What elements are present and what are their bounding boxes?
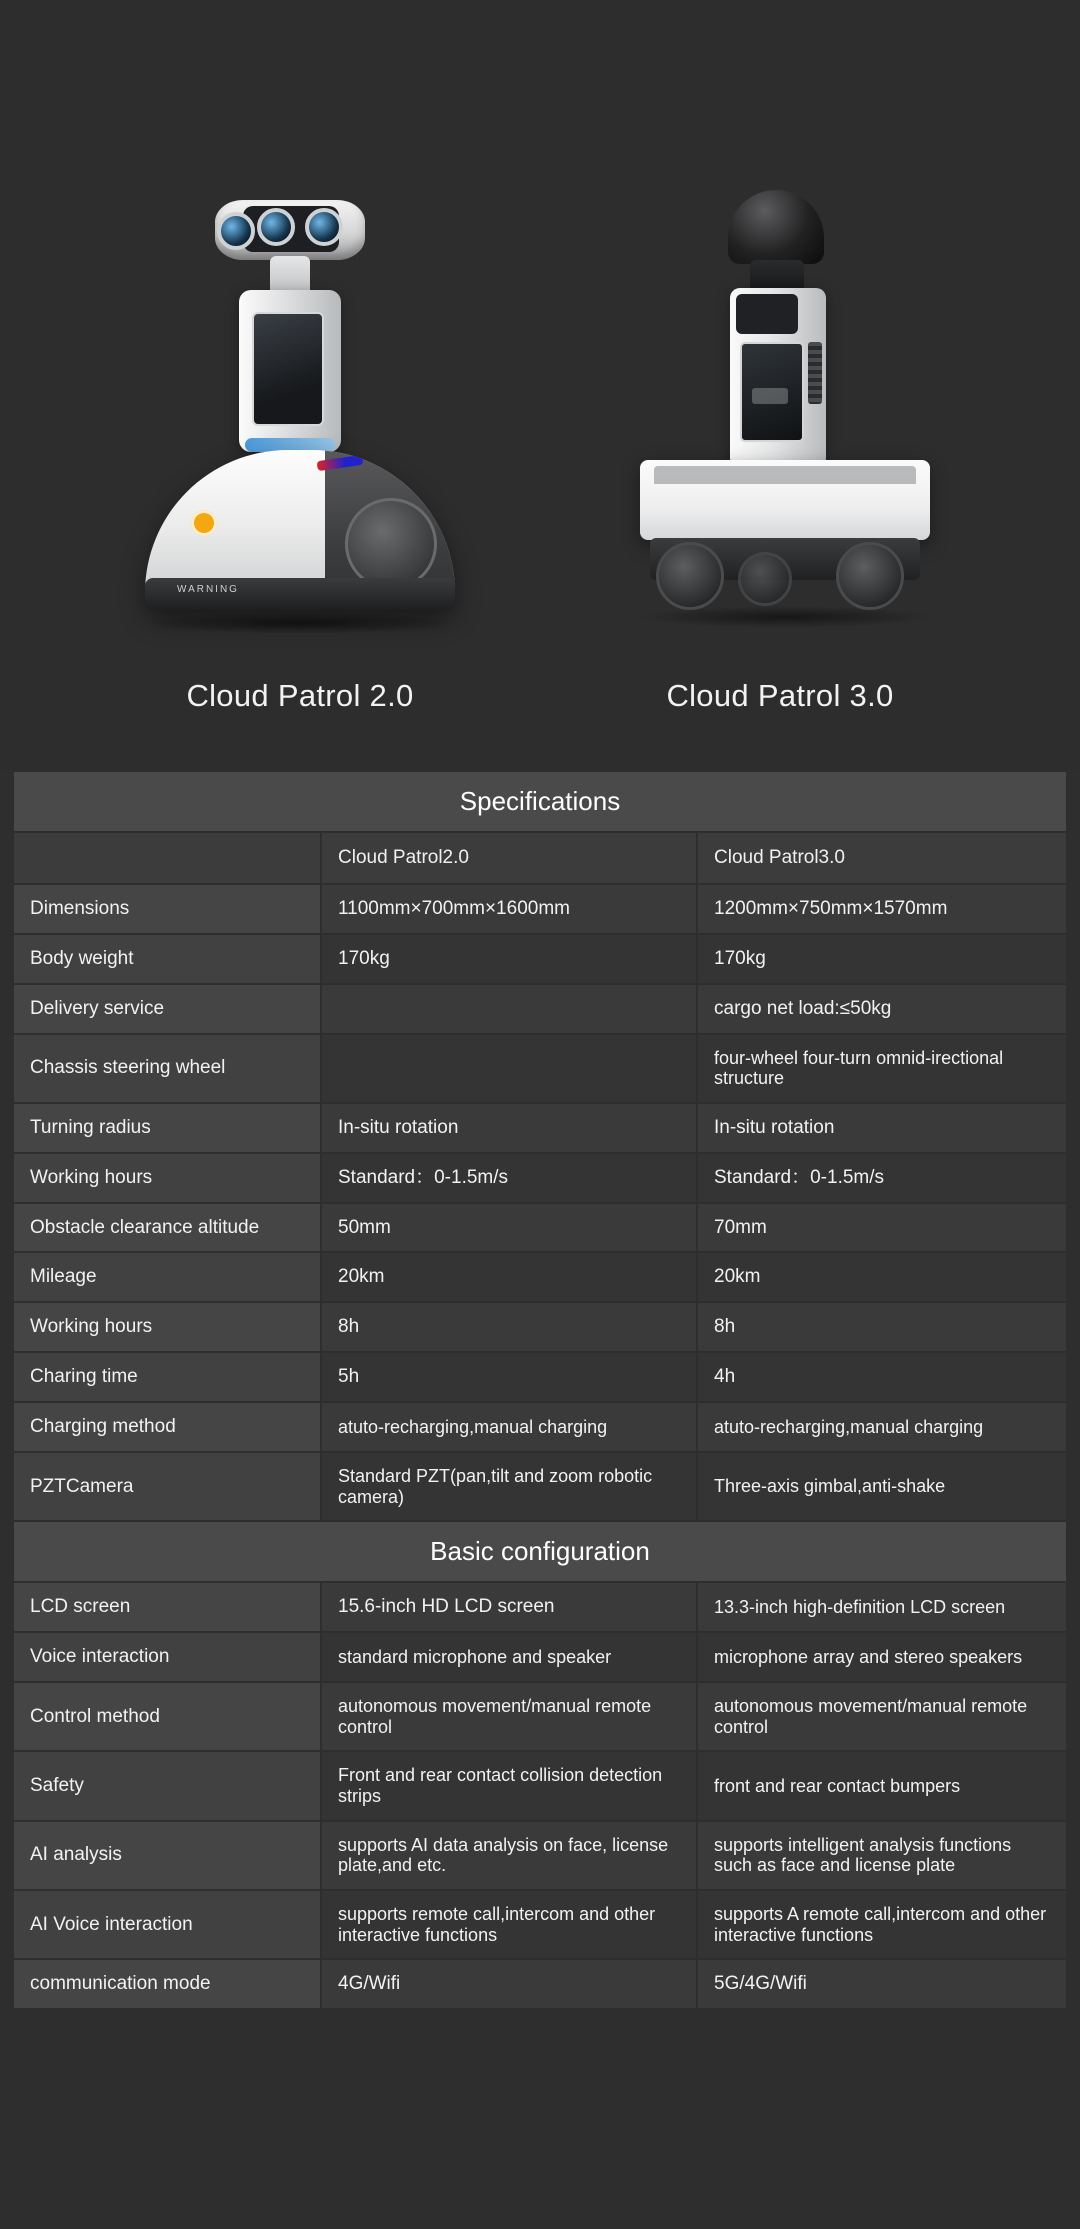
row-value-3: 1200mm×750mm×1570mm [696,885,1066,933]
row-value-3: Three-axis gimbal,anti-shake [696,1453,1066,1520]
row-value-2: supports remote call,intercom and other interactive functions [320,1891,696,1958]
row-value-2 [320,985,696,1033]
table-row [14,1453,1066,1520]
row-label: Working hours [14,1154,320,1202]
row-value-2: 8h [320,1303,696,1351]
row-value-3: 13.3-inch high-definition LCD screen [696,1583,1066,1631]
robot-3-shadow [636,606,936,628]
table-row [14,1633,1066,1681]
row-value-3: atuto-recharging,manual charging [696,1403,1066,1451]
row-label: Dimensions [14,885,320,933]
robot-2-lcd-screen [252,312,324,426]
table-row [14,1960,1066,2008]
row-value-3: supports A remote call,intercom and other interactive functions [696,1891,1066,1958]
row-value-3: In-situ rotation [696,1104,1066,1152]
product-captions-row [0,678,1080,714]
table-row [14,1303,1066,1351]
row-value-2: 50mm [320,1204,696,1252]
column-header-cloud-patrol-2: Cloud Patrol2.0 [320,833,696,883]
row-value-2: 5h [320,1353,696,1401]
product-caption-cloud-patrol-3: Cloud Patrol 3.0 [666,678,894,713]
row-value-3: Standard：0-1.5m/s [696,1154,1066,1202]
row-label: Control method [14,1683,320,1750]
section-title: Specifications [14,772,1066,831]
row-value-2: 20km [320,1253,696,1301]
section-header-specifications [14,772,1066,831]
row-value-2 [320,1035,696,1102]
hero-section [0,0,1080,770]
row-label: Body weight [14,935,320,983]
product-caption-cloud-patrol-2: Cloud Patrol 2.0 [186,678,414,713]
row-value-3: autonomous movement/manual remote control [696,1683,1066,1750]
section-title: Basic configuration [14,1522,1066,1581]
row-value-3: four-wheel four-turn omnid-irectional structure [696,1035,1066,1102]
robot-2-shadow [141,612,459,634]
row-value-3: 70mm [696,1204,1066,1252]
table-row [14,1583,1066,1631]
table-row [14,1253,1066,1301]
row-value-3: 170kg [696,935,1066,983]
table-row [14,935,1066,983]
row-value-2: Standard：0-1.5m/s [320,1154,696,1202]
section-header-basic-configuration [14,1522,1066,1581]
row-value-3: supports intelligent analysis functions such as face and license plate [696,1822,1066,1889]
row-label: LCD screen [14,1583,320,1631]
table-row [14,1403,1066,1451]
product-image-cloud-patrol-2 [60,60,540,660]
row-value-2: 15.6-inch HD LCD screen [320,1583,696,1631]
table-row [14,985,1066,1033]
robot-3-screen-logo [752,388,788,404]
row-label: AI analysis [14,1822,320,1889]
product-image-cloud-patrol-3 [540,60,1020,660]
robot-3-speaker-vent [808,342,822,404]
column-header-blank [14,833,320,883]
table-row [14,1752,1066,1819]
robot-3-wheel [738,552,792,606]
robot-3-wheel [836,542,904,610]
row-label: Charing time [14,1353,320,1401]
row-label: PZTCamera [14,1453,320,1520]
table-header-row [14,833,1066,883]
robot-3-wheel [656,542,724,610]
row-value-2: In-situ rotation [320,1104,696,1152]
column-header-cloud-patrol-3: Cloud Patrol3.0 [696,833,1066,883]
row-value-2: supports AI data analysis on face, license plate,and etc. [320,1822,696,1889]
row-value-3: microphone array and stereo speakers [696,1633,1066,1681]
table-row [14,1891,1066,1958]
row-value-2: autonomous movement/manual remote control [320,1683,696,1750]
table-row [14,1353,1066,1401]
table-row [14,1104,1066,1152]
row-value-3: front and rear contact bumpers [696,1752,1066,1819]
camera-lens-icon [217,212,255,250]
robot-2-bumper-text: WARNING [177,584,239,595]
row-label: Voice interaction [14,1633,320,1681]
row-value-2: 4G/Wifi [320,1960,696,2008]
robot-2-wheel [345,498,437,590]
table-row [14,1683,1066,1750]
row-label: Working hours [14,1303,320,1351]
specifications-table [14,770,1066,2010]
row-label: Charging method [14,1403,320,1451]
row-label: Turning radius [14,1104,320,1152]
robot-3-illustration [610,160,950,660]
robot-3-gimbal-dome [728,190,824,264]
table-row [14,1035,1066,1102]
table-row [14,1822,1066,1889]
camera-lens-icon [305,208,343,246]
spec-table-wrapper [0,770,1080,2026]
row-label: Mileage [14,1253,320,1301]
row-value-3: cargo net load:≤50kg [696,985,1066,1033]
row-value-2: 1100mm×700mm×1600mm [320,885,696,933]
table-row [14,1204,1066,1252]
table-row [14,885,1066,933]
row-label: communication mode [14,1960,320,2008]
row-value-3: 8h [696,1303,1066,1351]
robot-2-illustration [135,160,465,660]
robot-3-top-panel [736,294,798,334]
robot-3-cargo-interior [654,466,916,484]
row-value-2: Standard PZT(pan,tilt and zoom robotic camera) [320,1453,696,1520]
row-label: Obstacle clearance altitude [14,1204,320,1252]
robot-2-logo-badge [191,510,217,536]
row-value-3: 20km [696,1253,1066,1301]
row-value-3: 4h [696,1353,1066,1401]
row-label: Chassis steering wheel [14,1035,320,1102]
row-label: Safety [14,1752,320,1819]
row-value-3: 5G/4G/Wifi [696,1960,1066,2008]
row-label: AI Voice interaction [14,1891,320,1958]
row-value-2: Front and rear contact collision detection strips [320,1752,696,1819]
camera-lens-icon [257,208,295,246]
row-value-2: atuto-recharging,manual charging [320,1403,696,1451]
product-images-row [0,0,1080,660]
row-value-2: standard microphone and speaker [320,1633,696,1681]
row-value-2: 170kg [320,935,696,983]
row-label: Delivery service [14,985,320,1033]
table-row [14,1154,1066,1202]
